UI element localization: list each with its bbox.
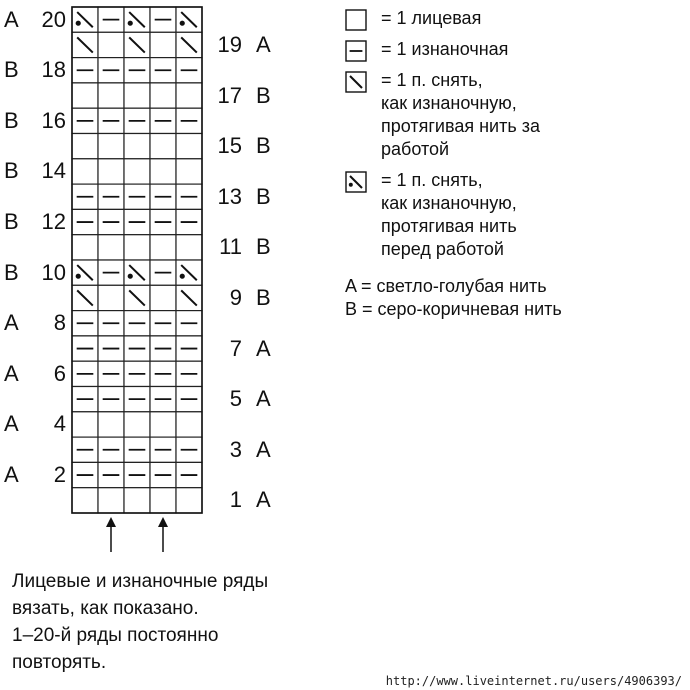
chart-cell: [98, 159, 124, 184]
chart-cell: [150, 488, 176, 513]
chart-cell: [98, 32, 124, 57]
yarn-letter: B: [256, 183, 271, 209]
chart-cell: [98, 83, 124, 108]
chart-cell: [72, 260, 98, 285]
cell-box: [72, 83, 98, 108]
yarn-letter: B: [4, 107, 19, 133]
purl-symbol-icon: [345, 40, 367, 62]
chart-cell: [176, 285, 202, 310]
legend: [345, 7, 685, 321]
legend-text: [381, 169, 685, 261]
chart-cell: [176, 260, 202, 285]
cell-box: [150, 285, 176, 310]
chart-cell: [72, 437, 98, 462]
chart-cell: [176, 462, 202, 487]
repeat-arrow-head: [158, 517, 168, 527]
chart-cell: [98, 488, 124, 513]
legend-line: = 1 лицевая: [381, 8, 482, 28]
row-label-left: [4, 464, 66, 486]
yarn-letter: A: [256, 487, 271, 513]
yarn-letter: B: [256, 234, 271, 260]
note-line: повторять.: [12, 652, 107, 673]
row-number: 10: [41, 259, 66, 285]
yarn-letter: A: [4, 310, 19, 336]
yarn-letter: A: [256, 335, 271, 361]
cell-slip-dot: [128, 21, 133, 26]
chart-cell: [176, 159, 202, 184]
chart-cell: [176, 361, 202, 386]
chart-cell: [150, 134, 176, 159]
row-label-left: [4, 6, 66, 32]
yarn-letter: A: [256, 31, 271, 57]
row-label-left: [4, 259, 66, 285]
cell-box: [150, 134, 176, 159]
chart-cell: [150, 336, 176, 361]
chart-cell: [72, 285, 98, 310]
cell-box: [124, 134, 150, 159]
chart-cell: [150, 83, 176, 108]
row-label-left: [4, 360, 66, 386]
chart-cell: [176, 235, 202, 260]
chart-cell: [98, 285, 124, 310]
chart-cell: [72, 462, 98, 487]
yarn-letter: A: [256, 386, 271, 412]
cell-slip-dot: [76, 274, 81, 279]
chart-cell: [124, 7, 150, 32]
chart-cell: [98, 108, 124, 133]
row-label-right: [208, 436, 276, 462]
row-number: 17: [217, 82, 242, 108]
chart-cell: [72, 235, 98, 260]
chart-cell: [72, 32, 98, 57]
chart-cell: [98, 7, 124, 32]
legend-symbol-slip-dot: [349, 183, 353, 187]
yarn-legend-line: B = серо-коричневая нить: [345, 299, 562, 319]
row-number: 6: [53, 360, 66, 386]
chart-cell: [176, 7, 202, 32]
chart-cell: [72, 58, 98, 83]
cell-box: [72, 488, 98, 513]
chart-cell: [150, 412, 176, 437]
chart-cell: [124, 83, 150, 108]
legend-line: = 1 п. снять,: [381, 170, 483, 190]
row-label-right: [208, 284, 276, 310]
chart-cell: [124, 134, 150, 159]
row-label-right: [208, 135, 276, 157]
yarn-letter: B: [4, 259, 19, 285]
cell-box: [150, 412, 176, 437]
legend-text: [381, 7, 685, 30]
chart-cell: [150, 437, 176, 462]
chart-cell: [124, 58, 150, 83]
legend-line: перед работой: [381, 239, 504, 259]
yarn-letter: A: [4, 360, 19, 386]
row-label-right: [208, 236, 276, 258]
chart-cell: [98, 412, 124, 437]
cell-box: [124, 83, 150, 108]
row-label-right: [208, 82, 276, 108]
cell-slip-dot: [128, 274, 133, 279]
yarn-letter: A: [4, 462, 19, 488]
chart-cell: [150, 108, 176, 133]
yarn-letter: A: [256, 436, 271, 462]
cell-box: [176, 134, 202, 159]
row-number: 9: [229, 284, 242, 310]
cell-slip-dot: [180, 21, 185, 26]
chart-cell: [98, 361, 124, 386]
cell-box: [176, 83, 202, 108]
chart-cell: [150, 209, 176, 234]
legend-text: [381, 38, 685, 61]
yarn-letter: A: [4, 411, 19, 437]
legend-line: протягивая нить: [381, 216, 517, 236]
row-number: 13: [217, 183, 242, 209]
cell-box: [98, 83, 124, 108]
row-number: 12: [41, 209, 66, 235]
row-number: 2: [53, 462, 66, 488]
chart-cell: [72, 488, 98, 513]
chart-cell: [124, 260, 150, 285]
chart-cell: [150, 361, 176, 386]
row-number: 5: [229, 386, 242, 412]
chart-cell: [150, 260, 176, 285]
chart-cell: [98, 462, 124, 487]
row-label-left: [4, 107, 66, 133]
chart-cell: [150, 159, 176, 184]
row-label-right: [208, 183, 276, 209]
cell-box: [98, 285, 124, 310]
legend-item-purl: [345, 38, 685, 61]
chart-cell: [72, 209, 98, 234]
cell-box: [124, 412, 150, 437]
chart-cell: [72, 83, 98, 108]
chart-cell: [98, 336, 124, 361]
row-number: 8: [53, 310, 66, 336]
row-label-right: [208, 335, 276, 361]
yarn-letter: B: [256, 284, 271, 310]
chart-cell: [176, 437, 202, 462]
legend-item-slip-back: [345, 69, 685, 161]
chart-cell: [124, 32, 150, 57]
chart-cell: [124, 488, 150, 513]
chart-cell: [176, 387, 202, 412]
cell-box: [150, 83, 176, 108]
knit-symbol-icon: [345, 9, 367, 31]
chart-cell: [98, 311, 124, 336]
row-number: 7: [229, 335, 242, 361]
cell-box: [176, 235, 202, 260]
row-number: 4: [53, 411, 66, 437]
chart-cell: [98, 184, 124, 209]
chart-cell: [72, 7, 98, 32]
row-label-right: [208, 31, 276, 57]
chart-cell: [124, 311, 150, 336]
slip-front-symbol-icon: [345, 171, 367, 193]
chart-cell: [150, 235, 176, 260]
chart-cell: [72, 412, 98, 437]
yarn-letter: B: [256, 82, 271, 108]
chart-cell: [72, 184, 98, 209]
cell-box: [124, 488, 150, 513]
cell-box: [176, 412, 202, 437]
legend-item-knit: [345, 7, 685, 30]
chart-cell: [124, 387, 150, 412]
row-label-left: [4, 312, 66, 334]
chart-cell: [176, 336, 202, 361]
chart-cell: [98, 235, 124, 260]
chart-cell: [176, 108, 202, 133]
cell-box: [72, 235, 98, 260]
chart-cell: [176, 134, 202, 159]
cell-box: [124, 159, 150, 184]
chart-cell: [72, 387, 98, 412]
row-label-left: [4, 211, 66, 233]
chart-cell: [98, 260, 124, 285]
row-number: 15: [217, 133, 242, 159]
legend-line: = 1 изнаночная: [381, 39, 509, 59]
yarn-letter: B: [4, 158, 19, 184]
row-label-left: [4, 59, 66, 81]
chart-cell: [124, 336, 150, 361]
chart-cell: [72, 108, 98, 133]
chart-cell: [124, 412, 150, 437]
cell-box: [176, 488, 202, 513]
chart-cell: [124, 108, 150, 133]
chart-cell: [72, 311, 98, 336]
legend-symbol-box: [346, 10, 366, 30]
watermark-url: http://www.liveinternet.ru/users/4906393/: [385, 674, 682, 688]
legend-line: = 1 п. снять,: [381, 70, 483, 90]
chart-cell: [98, 58, 124, 83]
chart-cell: [72, 361, 98, 386]
note-line: вязать, как показано.: [12, 598, 199, 619]
row-number: 18: [41, 57, 66, 83]
chart-cell: [176, 184, 202, 209]
chart-cell: [176, 311, 202, 336]
row-label-left: [4, 413, 66, 435]
chart-cell: [124, 159, 150, 184]
cell-box: [176, 159, 202, 184]
yarn-letter: B: [4, 209, 19, 235]
note-line: Лицевые и изнаночные ряды: [12, 571, 269, 592]
cell-box: [72, 412, 98, 437]
cell-box: [98, 412, 124, 437]
chart-cell: [124, 462, 150, 487]
cell-box: [124, 235, 150, 260]
yarn-letter: B: [4, 57, 19, 83]
row-number: 16: [41, 107, 66, 133]
cell-box: [150, 159, 176, 184]
cell-box: [98, 488, 124, 513]
chart-cell: [124, 361, 150, 386]
row-number: 1: [229, 487, 242, 513]
chart-cell: [124, 184, 150, 209]
chart-cell: [124, 285, 150, 310]
chart-cell: [72, 159, 98, 184]
cell-slip-dot: [76, 21, 81, 26]
row-label-right: [208, 489, 276, 511]
legend-line: работой: [381, 139, 450, 159]
row-number: 11: [219, 234, 242, 260]
cell-box: [98, 159, 124, 184]
cell-box: [98, 235, 124, 260]
row-label-left: [4, 160, 66, 182]
chart-cell: [150, 7, 176, 32]
note-line: 1–20-й ряды постоянно: [12, 625, 219, 646]
chart-cell: [124, 437, 150, 462]
chart-cell: [176, 209, 202, 234]
legend-line: как изнаночную,: [381, 93, 517, 113]
chart-cell: [150, 58, 176, 83]
slip-back-symbol-icon: [345, 71, 367, 93]
chart-cell: [124, 209, 150, 234]
cell-box: [150, 488, 176, 513]
chart-cell: [150, 387, 176, 412]
row-number: 14: [41, 158, 66, 184]
legend-line: как изнаночную,: [381, 193, 517, 213]
legend-text: [381, 69, 685, 161]
yarn-letter: A: [4, 6, 19, 32]
row-label-right: [208, 388, 276, 410]
cell-box: [150, 32, 176, 57]
chart-cell: [176, 58, 202, 83]
chart-cell: [124, 235, 150, 260]
repeat-arrow-head: [106, 517, 116, 527]
legend-items: [345, 7, 685, 261]
row-number: 19: [217, 31, 242, 57]
yarn-letter: B: [256, 133, 271, 159]
cell-box: [98, 134, 124, 159]
cell-slip-dot: [180, 274, 185, 279]
chart-cell: [176, 32, 202, 57]
chart-cell: [98, 134, 124, 159]
chart-cell: [72, 336, 98, 361]
cell-box: [150, 235, 176, 260]
chart-cell: [72, 134, 98, 159]
instructions-note: [12, 568, 332, 676]
chart-cell: [176, 488, 202, 513]
chart-cell: [98, 209, 124, 234]
cell-box: [98, 32, 124, 57]
yarn-legend-line: A = светло-голубая нить: [345, 276, 547, 296]
chart-cell: [150, 184, 176, 209]
chart-cell: [150, 462, 176, 487]
chart-cell: [98, 387, 124, 412]
cell-box: [72, 134, 98, 159]
yarn-legend: [345, 275, 685, 321]
chart-cell: [176, 412, 202, 437]
legend-item-slip-front: [345, 169, 685, 261]
chart-cell: [176, 83, 202, 108]
row-number: 20: [41, 6, 66, 32]
chart-cell: [98, 437, 124, 462]
chart-cell: [150, 311, 176, 336]
row-number: 3: [229, 436, 242, 462]
cell-box: [72, 159, 98, 184]
legend-line: протягивая нить за: [381, 116, 540, 136]
chart-cell: [150, 32, 176, 57]
chart-cell: [150, 285, 176, 310]
